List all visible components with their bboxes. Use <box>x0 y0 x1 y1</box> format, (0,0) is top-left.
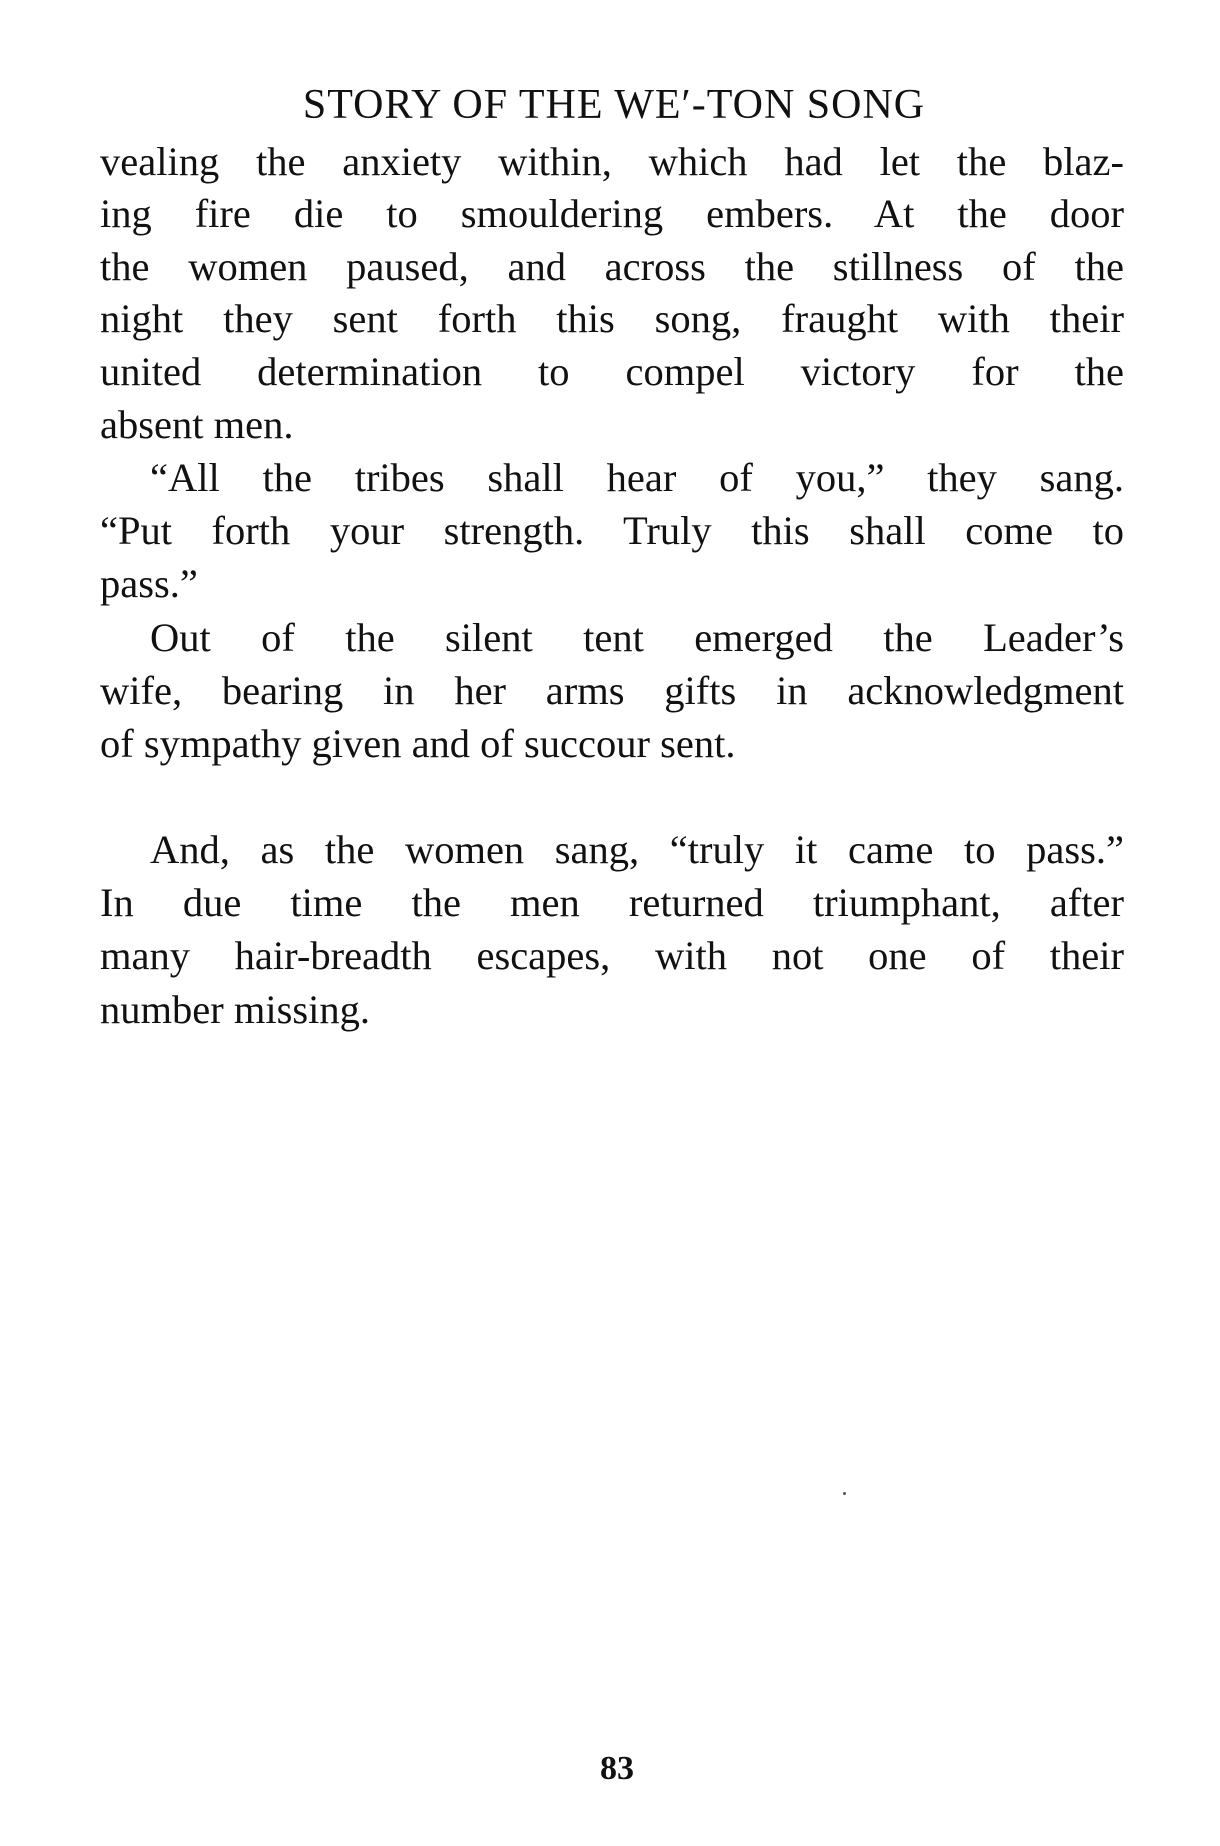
text-line: united determination to compel victory for the <box>100 349 1124 394</box>
text-line: Out of the silent tent emerged the Leader’s <box>150 615 1124 660</box>
text-line: wife, bearing in her arms gifts in acknowledgment <box>100 668 1124 713</box>
text-line: In due time the men returned triumphant, after <box>100 880 1124 925</box>
text-line: night they sent forth this song, fraught with their <box>100 296 1124 341</box>
text-line: “All the tribes shall hear of you,” they sang. <box>150 455 1124 500</box>
text-line: number missing. <box>100 987 370 1032</box>
text-line: “Put forth your strength. Truly this shall come to <box>100 508 1124 553</box>
text-line: many hair-breadth escapes, with not one of their <box>100 933 1124 978</box>
text-line: absent men. <box>100 402 294 447</box>
print-speck <box>843 1492 846 1495</box>
running-head: STORY OF THE WE′-TOΝ SONG <box>302 82 926 128</box>
page-number: 83 <box>600 1750 634 1787</box>
text-line: of sympathy given and of succour sent. <box>100 721 736 766</box>
text-line: ing fire die to smouldering embers. At the door <box>100 191 1124 236</box>
text-line: the women paused, and across the stillness of the <box>100 244 1124 289</box>
text-line: vealing the anxiety within, which had let the blaz- <box>100 139 1124 184</box>
text-line: And, as the women sang, “truly it came to pass.” <box>150 827 1124 872</box>
text-line: pass.” <box>100 561 198 606</box>
